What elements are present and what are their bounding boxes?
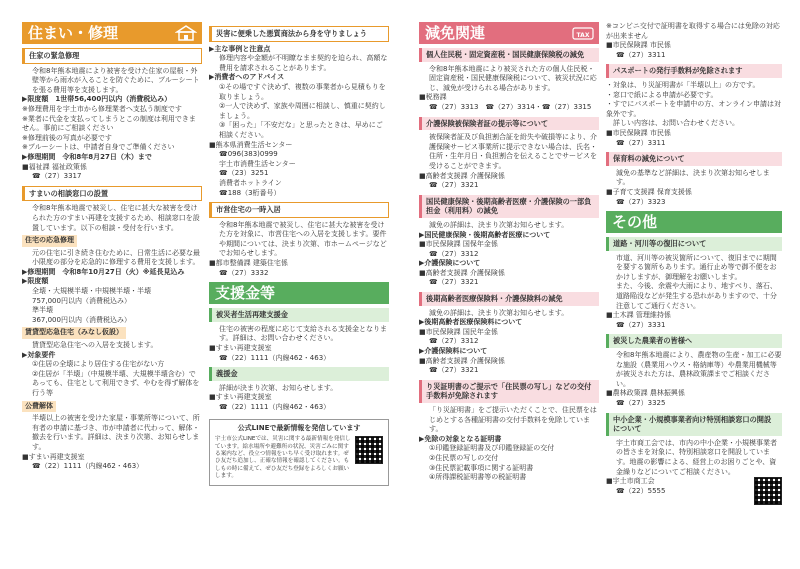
emergency-repair-title: 住家の緊急修理 (22, 48, 202, 64)
tag-demolition: 公費解体 (22, 401, 56, 413)
housing-body: 令和8年熊本地震で被災し、住宅に甚大な被害を受けた方を対象に、市営住宅への入居を支援します。要件や期間については、決まり次第、市ホームページなどでお知らせします。 (219, 220, 387, 258)
housing-title: 市営住宅の一時入居 (209, 202, 389, 218)
line-info-box (209, 419, 389, 486)
fraud-contact3: 消費者ホットライン (219, 178, 282, 187)
business-title: 中小企業・小規模事業者向け特別相談窓口の開設について (606, 413, 782, 436)
tag1-limit: 全壊・大規模半壊・中規模半壊・半壊 (32, 287, 151, 296)
copay-t1: ☎（27）3312 (429, 249, 479, 258)
road-title: 道路・河川等の復旧について (606, 237, 782, 251)
certificate-title: り災証明書のご提示で「住民票の写し」などの交付手数料が免除されます (419, 380, 599, 403)
housing-tel: ☎（27）3332 (219, 268, 269, 277)
reconstruction-body: 住宅の被害の程度に応じて支給される支援金となります。詳細は、お問い合わせください。 (219, 324, 387, 343)
housing-contact: ■都市整備課 建築住宅係 (209, 259, 288, 268)
care-tel: ☎（27）3321 (429, 181, 479, 190)
tax-icon (572, 25, 594, 41)
emergency-period: ▶修理期間 令和8年8月27日（木）まで (22, 152, 152, 161)
condolence-body: 詳細が決まり次第、お知らせします。 (219, 383, 338, 392)
tag2-target: ②住居が「半壊」（中規模半壊、大規模半壊含む）であっても、住宅として利用できず、やむを得ず解体を行う等 (32, 369, 200, 397)
business-body: 宇土市商工会では、市内の中小企業・小規模事業者の皆さまを対象に、特別相談窓口を開設しています。地震の影響による、経営上のお困りごとや、資金繰りなどについてご相談ください。 (616, 438, 777, 476)
care-body: 被保険者証及び負担割合証を紛失や破損等により、介護保険サービス事業所に提示できない場合は、氏名・住所・生年月日・負担割合を伝えることでサービスを受けることができます。 (429, 133, 597, 170)
emergency-note: ※ブルーシートは、中請者自身でご準備ください (22, 143, 175, 152)
passport-tel: ☎（27）3311 (616, 138, 666, 147)
consult-tel: ☎（22）1111（内線462・463） (32, 462, 144, 471)
fraud-tel3: ☎188（3桁番号） (219, 188, 281, 197)
elderly-c1: ■市民保険課 国民年金係 (419, 327, 498, 336)
emergency-tel: ☎（27）3317 (32, 172, 82, 181)
road-contact: ■土木課 管理維持係 (606, 311, 671, 320)
condolence-title: 義援金 (209, 367, 389, 381)
childcare-tel: ☎（27）3323 (616, 197, 666, 206)
section-header-reductions (419, 22, 599, 44)
condolence-contact: ■すまい再建支援室 (209, 393, 272, 402)
tag1-limit: 757,000円以内（消費税込み） (32, 296, 131, 305)
section-header-other (606, 211, 782, 233)
elderly-title: 後期高齢者医療保険料・介護保険料の減免 (419, 292, 599, 306)
copay-title: 国民健康保険・後期高齢者医療・介護保険の一部負担金（利用料）の減免 (419, 195, 599, 218)
reconstruction-title: 被災者生活再建支援金 (209, 308, 389, 322)
section-title: その他 (612, 213, 658, 232)
elderly-c2: ■高齢者支援課 介護保険係 (419, 356, 505, 365)
section-header-housing (22, 22, 202, 44)
farm-tel: ☎（27）3325 (616, 399, 666, 407)
copay-h1: ▶国民健康保険・後期高齢者医療について (419, 230, 551, 239)
fraud-title: 災害に便乗した悪質商法から身を守りましょう (209, 26, 389, 42)
tax-title: 個人住民税・固定資産税・国民健康保険税の減免 (419, 48, 599, 62)
farm-title: 被災した農業者の皆様へ (606, 334, 782, 348)
note-tel: ☎（27）3311 (616, 50, 666, 59)
reconstruction-contact: ■すまい再建支援室 (209, 344, 272, 353)
emergency-repair-body: 令和8年熊本地震により被害を受けた住家の屋根・外壁等から雨水が入ることを防ぐために、ブルーシートを張る費用等を支援します。 (32, 66, 200, 94)
certificate-body: 「り災証明書」をご提示いただくことで、住民票をはじめとする各種証明書の交付手数料を免除しています。 (429, 406, 597, 434)
tag-emergency-repair: 住宅の応急修理 (22, 235, 77, 247)
fraud-p1: 修理内容や金額が不明瞭なまま契約を迫られ、高額な費用を請求されることがあります。 (219, 54, 388, 72)
road-body: 市道、河川等の被災箇所について、復旧までに期間を要する箇所もあります。通行止め等で御不便をおかけしますが、御理解をお願いします。 (616, 253, 777, 281)
column-reductions (419, 22, 599, 483)
farm-contact: ■農林政策課 農林振興係 (606, 389, 685, 398)
tag1-period: ▶修理期間 令和8年10月27日（火）※延長見込み (22, 267, 185, 276)
certificate-item: ①印鑑登録証明書及び印鑑登録証の交付 (429, 444, 555, 453)
fraud-advice: ②一人で決めず、家族や周囲に相談し、慎重に契約しましょう。 (219, 102, 386, 120)
elderly-t1: ☎（27）3312 (429, 337, 479, 346)
tax-contact: ■税務課 (419, 93, 447, 102)
elderly-h2: ▶介護保険料について (419, 347, 488, 356)
line-box-body: 宇土市公式LINEでは、災害に関する最新情報を発信しています。給水場所や避難所の状況、災害ごみに関する案内など、役立つ情報をいち早く受け取れます。ぜひ友だち追加し、正確な情報を確認してください。もしもの時に備えて、ぜひ友だち登録をよろしくお願いします。 (215, 436, 351, 480)
fraud-tel1: ☎096(383)0999 (219, 150, 278, 159)
section-title: 支援金等 (215, 284, 276, 303)
house-icon (175, 25, 197, 41)
passport-item: 詳しい内容は、お問い合わせください。 (606, 119, 739, 128)
convenience-note: ※コンビニ交付で証明書を取得する場合には免除の対応が出来ません (606, 22, 780, 40)
svg-text:TAX: TAX (576, 32, 590, 39)
reconstruction-tel: ☎（22）1111（内線462・463） (219, 353, 331, 362)
passport-title: パスポートの発行手数料が免除されます (606, 64, 782, 78)
road-body2: また、今後、余震や大雨により、地すべり、落石、道路陥没などが発生する恐れがありますので、十分注意してご通行ください。 (616, 282, 777, 310)
fraud-tel2: ☎（23）3251 (219, 169, 269, 178)
elderly-h1: ▶後期高齢者医療保険料について (419, 318, 523, 327)
emergency-note: ※業者に代金を支払ってしまうとこの制度は利用できません。事前にご相談ください (22, 114, 196, 133)
childcare-contact: ■子育て支援課 保育支援係 (606, 187, 692, 196)
certificate-h1: ▶免除の対象となる証明書 (419, 434, 502, 443)
passport-item: ・すでにパスポートを申請中の方、オンライン申請は対象外です。 (606, 100, 781, 118)
tag3-body: 半壊以上の被害を受けた家屋・事業所等について、所有者の申請に基づき、市が申請者に代わって、解体・撤去を行います。詳細は、決まり次第、お知らせします。 (32, 414, 200, 451)
copay-c1: ■市民保険課 国保年金係 (419, 240, 498, 249)
fraud-advice: ③「困った」「不安だな」と思ったときは、早めにご相談ください。 (219, 121, 383, 139)
tag1-body: 元の住宅に引き続き住むために、日常生活に必要な最小限度の部分を応急的に修理する費用を支援します。 (32, 248, 200, 267)
care-contact: ■高齢者支援課 介護保険係 (419, 171, 505, 180)
emergency-note: ※修理前後の写真が必要です (22, 133, 112, 142)
fraud-h2: ▶消費者へのアドバイス (209, 73, 285, 82)
column-housing (22, 22, 202, 472)
road-tel: ☎（27）3331 (616, 320, 666, 329)
business-tel: ☎（22）5555 (616, 486, 666, 495)
certificate-item: ③住民票記載事項に関する証明書 (429, 463, 534, 472)
condolence-tel: ☎（22）1111（内線462・463） (219, 403, 331, 411)
fraud-advice: ①その場ですぐ決めず、複数の事業者から見積もりを取りましょう。 (219, 82, 386, 101)
note-contact: ■市民保険課 市民係 (606, 41, 671, 50)
column-fraud-support (209, 22, 389, 486)
tag1-limit: 367,000円以内（消費税込み） (32, 315, 131, 324)
care-title: 介護保険被保険者証の提示等について (419, 117, 599, 131)
line-box-title: 公式LINEで最新情報を発信しています (237, 423, 361, 432)
passport-item: ・窓口で紙による申請が必要です。 (606, 90, 718, 99)
column-other (606, 22, 782, 505)
passport-item: ・対象は、り災証明書が「半壊以上」の方です。 (606, 80, 760, 89)
consult-title: すまいの相談窓口の設置 (22, 186, 202, 202)
qr-code-icon[interactable] (754, 477, 782, 505)
consult-body: 令和8年熊本地震で被災し、住宅に甚大な被害を受けられた方のすまい再建を支援するため、相談窓口を設置しています。以下の相談・受付を行います。 (32, 204, 200, 232)
consult-contact: ■すまい再建支援室 (22, 452, 85, 461)
fraud-contact1: ■熊本県消費生活センター (209, 140, 293, 149)
emergency-limit: ▶限度額 1世帯56,400円以内（消費税込み） (22, 95, 172, 104)
tag2-body: 賃貸型応急住宅への入居を支援します。 (32, 341, 158, 350)
copay-c2: ■高齢者支援課 介護保険係 (419, 268, 505, 277)
section-title: 住まい・修理 (28, 24, 119, 42)
passport-contact: ■市民保険課 市民係 (606, 128, 671, 137)
certificate-item: ④所得課税証明書等の税証明書 (429, 473, 527, 482)
section-title: 減免関連 (425, 24, 486, 42)
tag1-limit: 準半壊 (32, 306, 53, 315)
section-header-support (209, 282, 389, 304)
emergency-contact: ■福祉課 福祉政策係 (22, 162, 87, 171)
emergency-note: ※修理費用を宇土市から修理業者へ支払う制度です (22, 104, 182, 113)
certificate-item: ②住民票の写しの交付 (429, 453, 499, 462)
elderly-t2: ☎（27）3321 (429, 366, 479, 375)
fraud-contact2: 宇土市消費生活センター (219, 159, 296, 168)
childcare-title: 保育料の減免について (606, 152, 782, 166)
copay-t2: ☎（27）3321 (429, 278, 479, 287)
childcare-body: 減免の基準など詳細は、決まり次第お知らせします。 (616, 168, 770, 187)
tag-rental-housing: 賃貸型応急住宅（みなし仮設） (22, 327, 126, 339)
business-contact: ■宇土市商工会 (606, 477, 655, 486)
elderly-body: 減免の詳細は、決まり次第お知らせします。 (429, 308, 569, 317)
tag2-target-label: ▶対象要件 (22, 350, 56, 359)
tag1-limit-label: ▶限度額 (22, 277, 49, 286)
farm-body: 令和8年熊本地震により、農産物の生産・加工に必要な施設（農業用ハウス・格納庫等）や農業用機械等が被災された方は、農林政策課までご相談ください。 (616, 351, 782, 388)
qr-code-icon[interactable] (355, 436, 383, 464)
tax-body: 令和8年熊本地震により被災された方の個人住民税・固定資産税・国民健康保険税について、被災状況に応じ、減免が受けられる場合があります。 (429, 64, 597, 92)
fraud-h1: ▶主な事例と注意点 (209, 44, 271, 53)
tag2-target: ①住居の全壊により居住する住宅がない方 (32, 360, 165, 369)
copay-body: 減免の詳細は、決まり次第お知らせします。 (429, 220, 569, 229)
copay-h2: ▶介護保険について (419, 259, 481, 268)
tax-tel: ☎（27）3313 ☎（27）3314・☎（27）3315 (429, 102, 592, 111)
